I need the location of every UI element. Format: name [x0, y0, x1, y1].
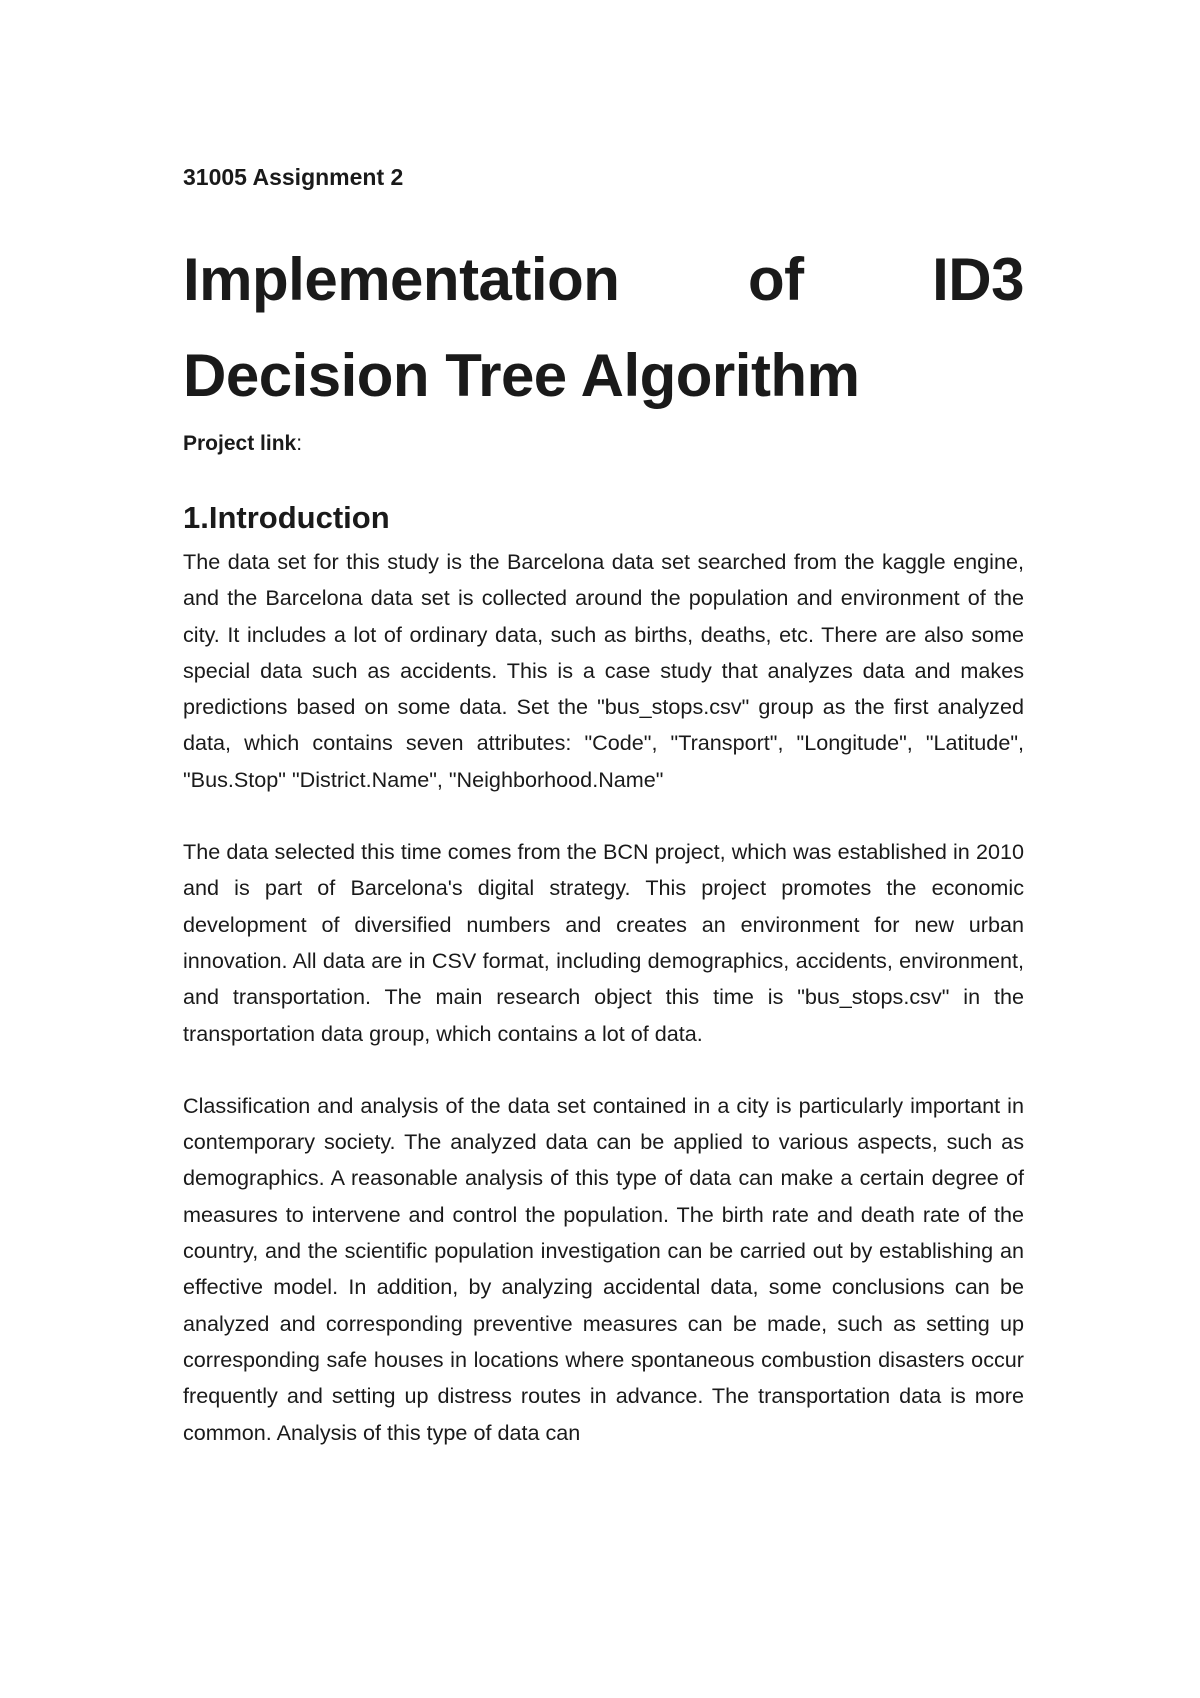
title-word-3: ID3 [932, 246, 1024, 313]
title-word-2: of [747, 246, 804, 313]
project-link-label: Project link [183, 432, 297, 455]
title-word-1: Implementation [183, 246, 620, 313]
project-link-colon: : [296, 432, 303, 455]
document-page [183, 160, 1024, 1451]
project-link [183, 428, 1024, 460]
paragraph: Classification and analysis of the data set contained in a city is particularly important in contemporary society. The analyzed data can be applied to various aspects, such as demographics. A reasonable analysis of this type of data can make a certain degree of measures to intervene and control the population. The birth rate and death rate of the country, and the scientific population investigation can be carried out by establishing an effective model. In addition, by analyzing accidental data, some conclusions can be analyzed and corresponding preventive measures can be made, such as setting up corresponding safe houses in locations where spontaneous combustion disasters occur frequently and setting up distress routes in advance. The transportation data is more common. Analysis of this type of data can [183, 1092, 1024, 1445]
title-line-2: Decision Tree Algorithm [183, 342, 860, 409]
course-line: 31005 Assignment 2 [183, 164, 404, 190]
paragraph: The data selected this time comes from the BCN project, which was established in 2010 and is part of Barcelona's digital strategy. This project promotes the economic development of diversified numbers and creates an environment for new urban innovation. All data are in CSV format, including demographics, accidents, environment, and transportation. The main research object this time is "bus_stops.csv" in the transportation data group, which contains a lot of data. [183, 839, 1024, 1046]
title-line-1 [183, 232, 1024, 328]
paragraph: The data set for this study is the Barcelona data set searched from the kaggle engine, and the Barcelona data set is collected around the population and environment of the city. It includes a lot of ordinary data, such as births, deaths, etc. There are also some special data such as accidents. This is a case study that analyzes data and makes predictions based on some data. Set the "bus_stops.csv" group as the first analyzed data, which contains seven attributes: "Code", "Transport", "Longitude", "Latitude", "Bus.Stop" "District.Name", "Neighborhood.Name" [183, 549, 1024, 792]
section-heading: 1.Introduction [183, 500, 390, 535]
document-title [183, 232, 1024, 424]
